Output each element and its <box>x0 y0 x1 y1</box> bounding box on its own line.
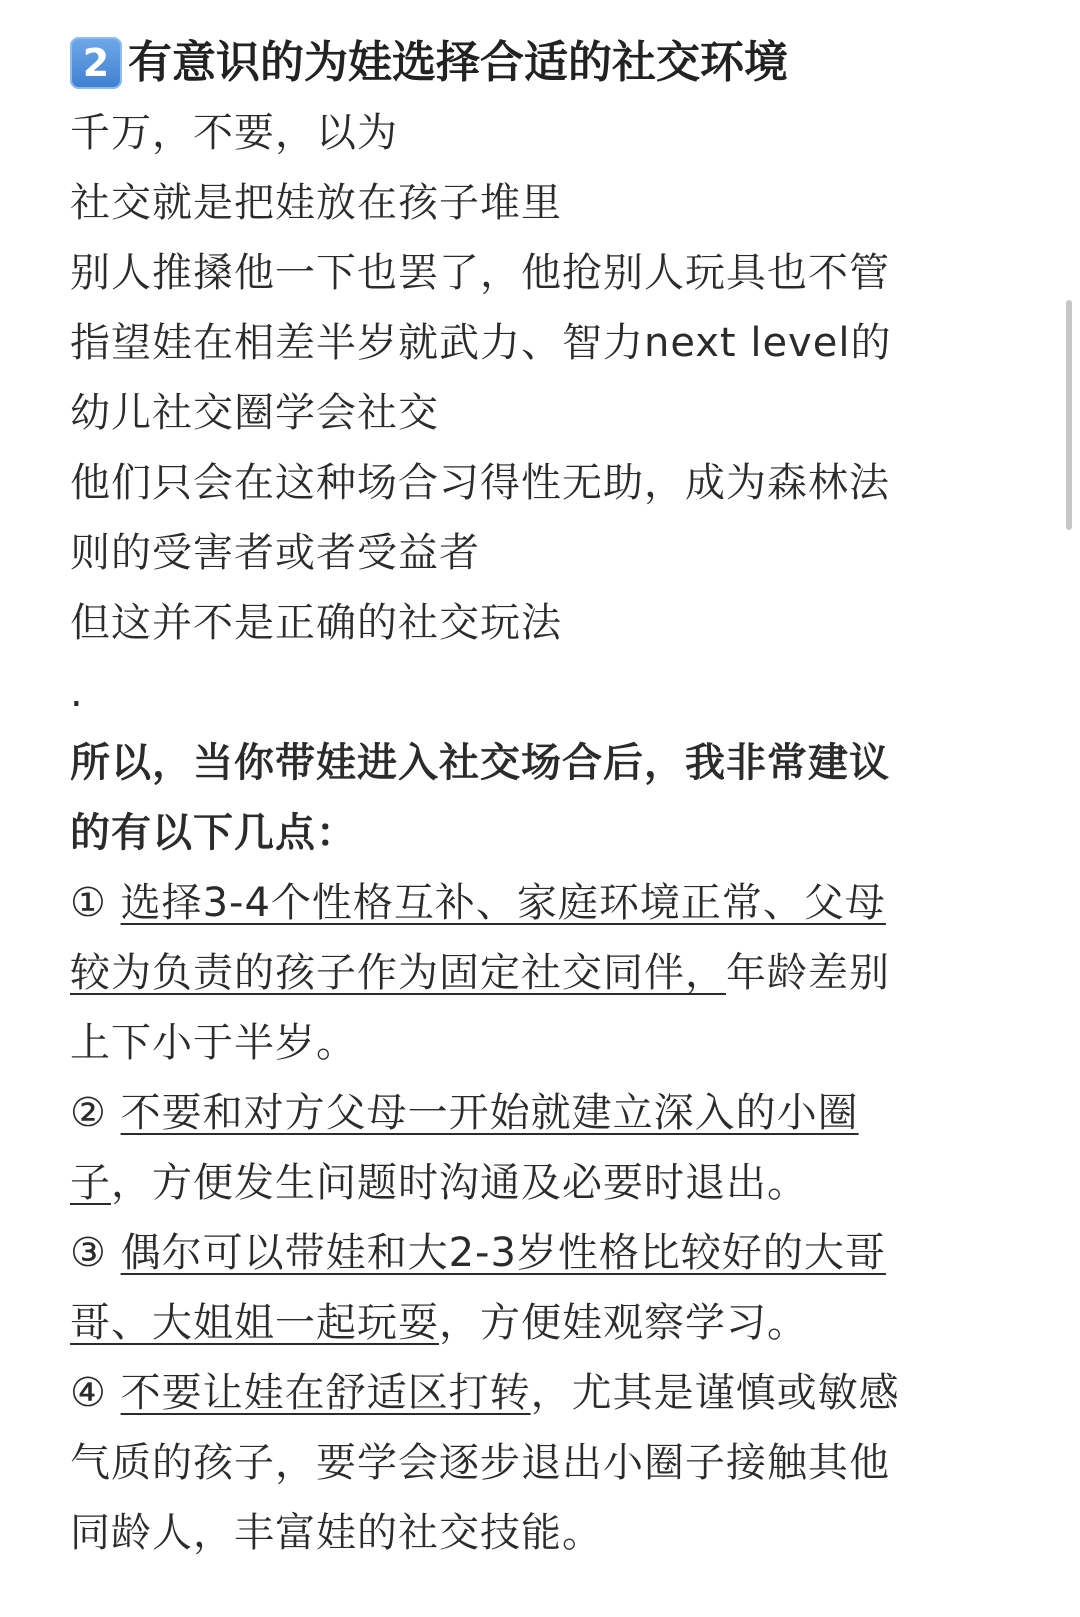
intro-line: 幼儿社交圈学会社交 <box>70 390 439 436</box>
scrollbar[interactable] <box>1066 300 1072 530</box>
tip-text: 同龄人，丰富娃的社交技能。 <box>70 1510 603 1556</box>
tip-underlined-text: 哥、大姐姐一起玩耍 <box>70 1300 439 1346</box>
tip-underlined-text: 子 <box>70 1160 111 1206</box>
tip-text: ，方便娃观察学习。 <box>439 1300 808 1346</box>
article-body <box>70 28 1005 1568</box>
tip-text: 气质的孩子，要学会逐步退出小圈子接触其他 <box>70 1440 890 1486</box>
tip-marker: ③ <box>70 1230 107 1276</box>
section-title <box>70 28 1005 98</box>
intro-line: 则的受害者或者受益者 <box>70 530 480 576</box>
tip-1 <box>70 868 1005 1078</box>
section-title-text: 有意识的为娃选择合适的社交环境 <box>128 37 788 88</box>
tip-marker: ② <box>70 1090 107 1136</box>
tip-marker: ④ <box>70 1370 107 1416</box>
intro-line: 指望娃在相差半岁就武力、智力next level的 <box>70 320 892 366</box>
tip-marker: ① <box>70 880 107 926</box>
lead-line: 的有以下几点： <box>70 810 357 856</box>
tip-underlined-text: 选择3-4个性格互补、家庭环境正常、父母 <box>120 880 886 926</box>
tip-text: 年龄差别 <box>726 950 890 996</box>
intro-line: 别人推搡他一下也罢了，他抢别人玩具也不管 <box>70 250 890 296</box>
tip-underlined-text: 较为负责的孩子作为固定社交同伴， <box>70 950 726 996</box>
intro-line: 但这并不是正确的社交玩法 <box>70 600 562 646</box>
tip-underlined-text: 不要让娃在舒适区打转 <box>120 1370 531 1416</box>
keycap-2-icon: 2 <box>70 37 122 89</box>
tip-3 <box>70 1218 1005 1358</box>
tip-text: ，方便发生问题时沟通及必要时退出。 <box>111 1160 808 1206</box>
tip-2 <box>70 1078 1005 1218</box>
tip-4 <box>70 1358 1005 1568</box>
intro-line: 社交就是把娃放在孩子堆里 <box>70 180 562 226</box>
tip-text: 上下小于半岁。 <box>70 1020 357 1066</box>
intro-line: 他们只会在这种场合习得性无助，成为森林法 <box>70 460 890 506</box>
separator-dot: . <box>70 670 83 716</box>
intro-line: 千万，不要，以为 <box>70 110 398 156</box>
tip-underlined-text: 不要和对方父母一开始就建立深入的小圈 <box>120 1090 859 1136</box>
tip-underlined-text: 偶尔可以带娃和大2-3岁性格比较好的大哥 <box>120 1230 886 1276</box>
lead-line: 所以，当你带娃进入社交场合后，我非常建议 <box>70 740 890 786</box>
tip-text: ，尤其是谨慎或敏感 <box>530 1370 900 1416</box>
